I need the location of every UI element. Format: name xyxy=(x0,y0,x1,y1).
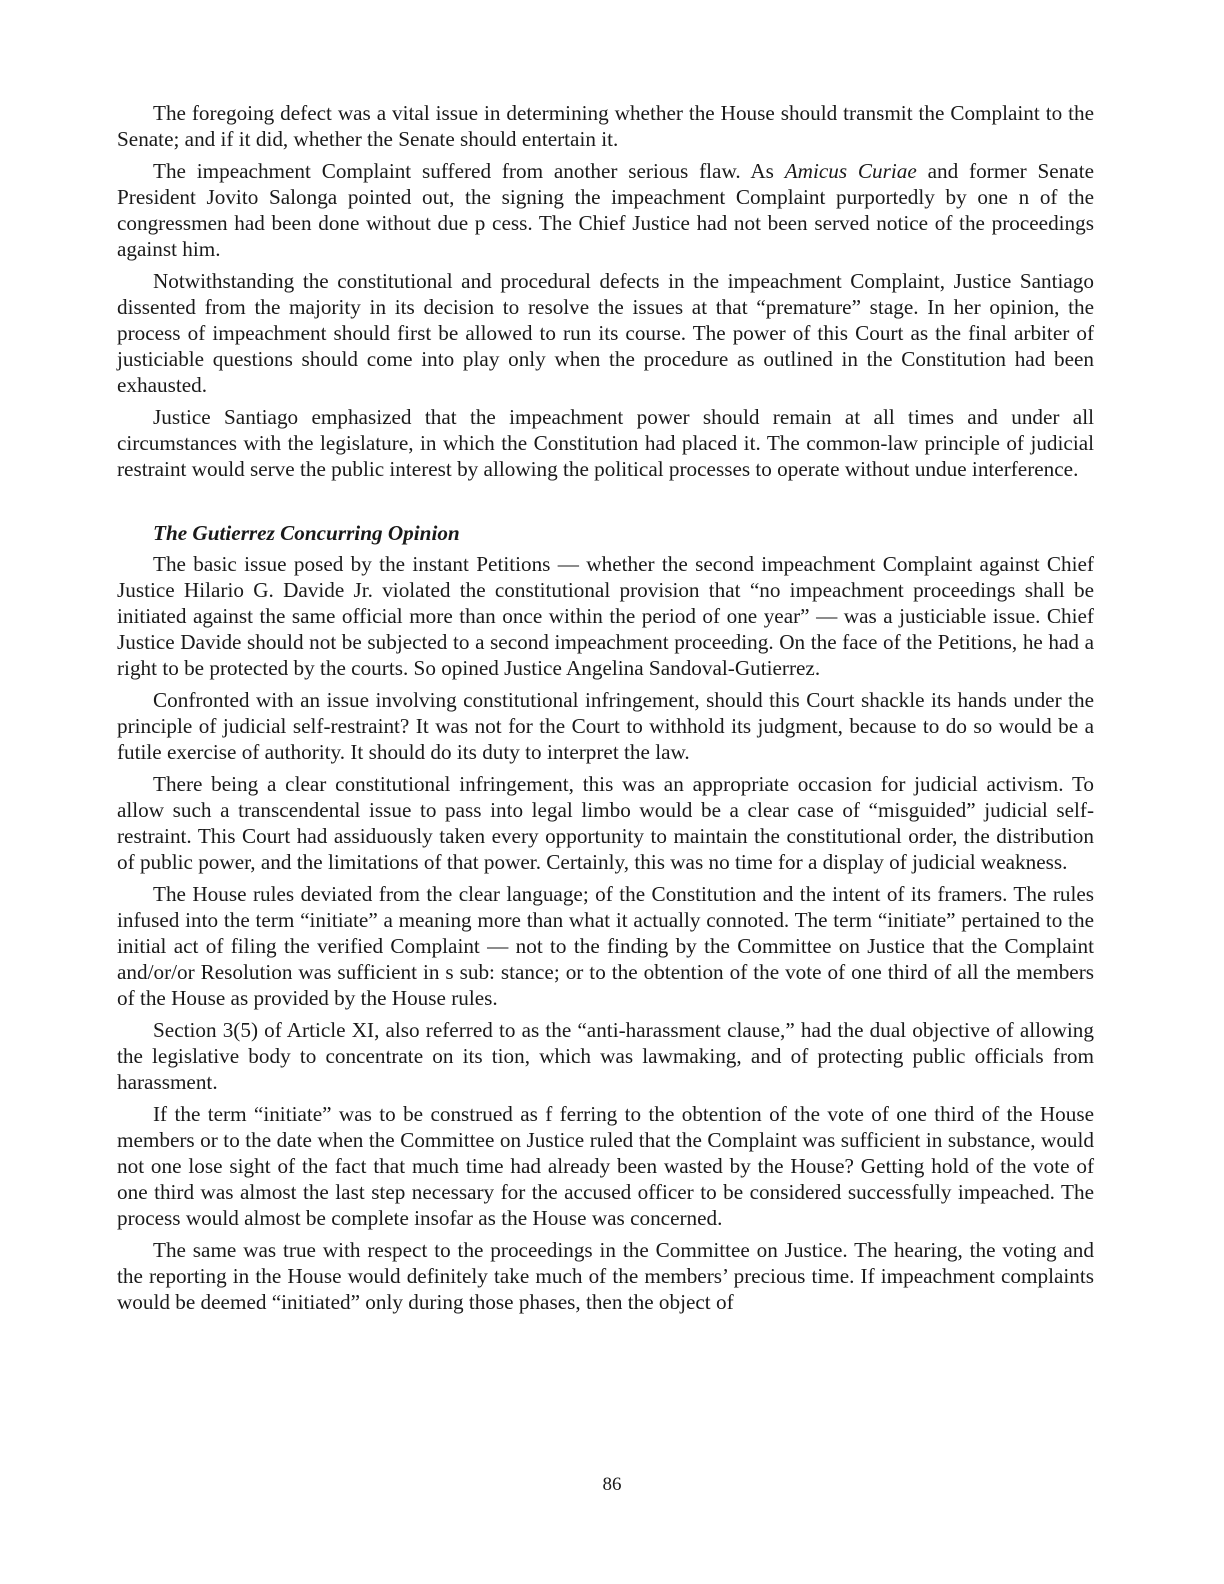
paragraph-serious-flaw xyxy=(117,158,1094,262)
paragraph-anti-harassment: Section 3(5) of Article XI, also referred to as the “anti-harassment clause,” had the dual objective of allowing the legislative body to concentrate on its tion, which was lawmaking, and of protecting public officials from harassment. xyxy=(117,1018,1094,1094)
paragraph-judicial-activism: There being a clear constitutional infringement, this was an appropriate occasion for judicial activism. To allow such a transcendental issue to pass into legal limbo would be a clear case of “misguided” judicial self-restraint. This Court had assiduously taken every opportunity to maintain the constitutional order, the distribution of public power, and the limitations of that power. Certainly, this was no time for a display of judicial weakness. xyxy=(117,772,1094,874)
paragraph-santiago-dissent: Notwithstanding the constitutional and procedural defects in the impeachment Complaint, Justice Santiago dissented from the majority in its decision to resolve the issues at that “premature” stage. In her opinion, the process of impeachment should first be allowed to run its course. The power of this Court as the final arbiter of justiciable questions should come into play only when the procedure as outlined in the Constitution had been exhausted. xyxy=(117,269,1094,397)
page-number: 86 xyxy=(602,1474,622,1495)
paragraph-basic-issue: The basic issue posed by the instant Petitions — whether the second impeachment Complaint against Chief Justice Hilario G. Davide Jr. violated the constitutional provision that “no impeachment proceedings shall be initiated against the same official more than once within the period of one year” — was a justiciable issue. Chief Justice Davide should not be subjected to a second impeachment proceeding. On the face of the Petitions, he had a right to be protected by the courts. So opined Justice Angelina Sandoval-Gutierrez. xyxy=(117,552,1094,680)
paragraph-house-rules: The House rules deviated from the clear language; of the Constitution and the intent of its framers. The rules infused into the term “initiate” a meaning more than what it actually connoted. The term “initiate” pertained to the initial act of filing the verified Complaint — not to the finding by the Committee on Justice that the Complaint and/or/or Resolution was sufficient in s sub: stance; or to the obtention of the vote of one third of all the members of the House as provided by the House rules. xyxy=(117,882,1094,1010)
page-body xyxy=(117,100,1094,1321)
section-heading: The Gutierrez Concurring Opinion xyxy=(153,521,460,545)
paragraph-serious-flaw-rest: and former Senate President Jovito Salonga pointed out, the signing the impeachment Complaint purportedly by one n of the congressmen had been done without due p cess. The Chief Justice had not been served notice of the proceedings against him. xyxy=(117,159,1094,261)
paragraph-initiate-construction: If the term “initiate” was to be construed as f ferring to the obtention of the vote of one third of the House members or to the date when the Committee on Justice ruled that the Complaint was sufficient in substance, would not one lose sight of the fact that much time had already been wasted by the House? Getting hold of the vote of one third was almost the last step necessary for the accused officer to be considered successfully impeached. The process would almost be complete insofar as the House was concerned. xyxy=(117,1102,1094,1230)
paragraph-committee-proceedings: The same was true with respect to the proceedings in the Committee on Justice. The hearing, the voting and the reporting in the House would definitely take much of the members’ precious time. If impeachment complaints would be deemed “initiated” only during those phases, then the object of xyxy=(117,1238,1094,1314)
paragraph-self-restraint: Confronted with an issue involving constitutional infringement, should this Court shackle its hands under the principle of judicial self-restraint? It was not for the Court to withhold its judgment, because to do so would be a futile exercise of authority. It should do its duty to interpret the law. xyxy=(117,688,1094,764)
paragraph-defect-issue: The foregoing defect was a vital issue in determining whether the House should transmit the Complaint to the Senate; and if it did, whether the Senate should entertain it. xyxy=(117,101,1094,151)
paragraph-serious-flaw-lead: The impeachment Complaint suffered from another serious flaw. As xyxy=(153,159,785,183)
paragraph-santiago-restraint: Justice Santiago emphasized that the impeachment power should remain at all times and under all circumstances with the legislature, in which the Constitution had placed it. The common-law principle of judicial restraint would serve the public interest by allowing the political processes to operate without undue interference. xyxy=(117,405,1094,481)
amicus-curiae-term: Amicus Curiae xyxy=(784,159,917,183)
